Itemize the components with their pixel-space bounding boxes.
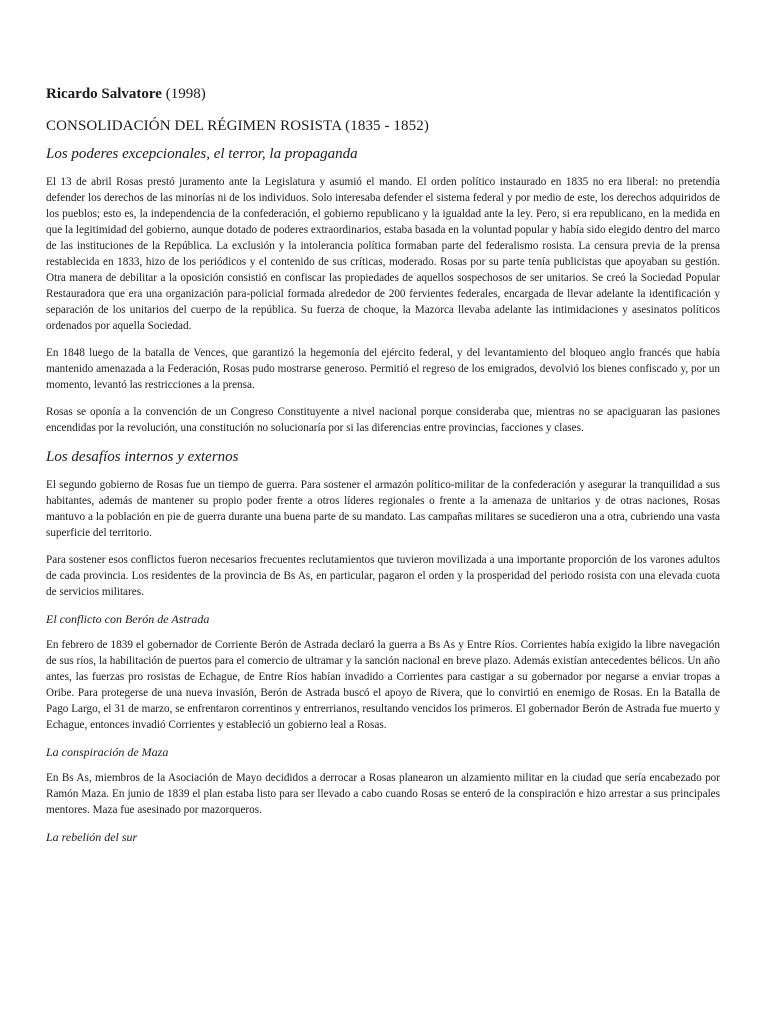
paragraph: Rosas se oponía a la convención de un Congreso Constituyente a nivel nacional porque consideraba que, mientras no se apaciguaran las pasiones encendidas por la revolución, una constitución no solucionaría por si las diferencias entre provincias, facciones y clases. <box>46 406 720 434</box>
paragraph: En 1848 luego de la batalla de Vences, que garantizó la hegemonía del ejército federal, y del levantamiento del bloqueo anglo francés que había mantenido amenazada a la Federación, Rosas pudo mostrarse generoso. Permitió el regreso de los emigrados, devolvió los bienes confiscado y, por un momento, levantó las restricciones a la prensa. <box>46 347 720 391</box>
author-line <box>46 84 720 104</box>
subsection-heading-rebelion: La rebelión del sur <box>46 830 138 844</box>
paragraph: El 13 de abril Rosas prestó juramento ante la Legislatura y asumió el mando. El orden político instaurado en 1835 no era liberal: no pretendía defender los derechos de las minorías ni de los individuos. Solo interesaba defender el sistema federal y por medio de este, los derechos adquiridos de los pueblos; esto es, la independencia de la confederación, el gobierno republicano y la igualdad ante la ley. Pero, si era republicano, en la medida en que la legitimidad del gobierno, aunque dotado de poderes extraordinarios, estaba basada en la voluntad popular y había sido elegido dentro del marco de las instituciones de la República. La exclusión y la intolerancia política formaban parte del federalismo rosista. La censura previa de la prensa restablecida en 1833, hizo de los periódicos y el contenido de sus críticas, moderado. Rosas por su parte tenía publicistas que apoyaban su gestión. Otra manera de debilitar a la oposición consistió en confiscar las propiedades de aquellos sospechosos de ser unitarios. Se creó la Sociedad Popular Restauradora que era una organización para-policial formada alrededor de 200 fervientes federales, encargada de llevar adelante la identificación y separación de los unitarios del cuerpo de la república. Su fuerza de choque, la Mazorca llevaba adelante las intimidaciones y asesinatos políticos ordenados por aquella Sociedad. <box>46 176 720 332</box>
author-name: Ricardo Salvatore <box>46 86 162 102</box>
subsection-heading-beron: El conflicto con Berón de Astrada <box>46 612 210 626</box>
document-page <box>46 84 720 855</box>
paragraph: Para sostener esos conflictos fueron necesarios frecuentes reclutamientos que tuvieron movilizada a una importante proporción de los varones adultos de cada provincia. Los residentes de la provincia de Bs As, en particular, pagaron el orden y la prosperidad del periodo rosista con una elevada cuota de servicios militares. <box>46 554 720 598</box>
document-title: CONSOLIDACIÓN DEL RÉGIMEN ROSISTA (1835 - 1852) <box>46 118 429 134</box>
paragraph: En febrero de 1839 el gobernador de Corriente Berón de Astrada declaró la guerra a Bs As y Entre Ríos. Corrientes había exigido la libre navegación de sus ríos, la habilitación de puertos para el comercio de ultramar y la sanción nacional en breve plazo. Además existían antecedentes bélicos. Un año antes, las fuerzas pro rosistas de Echague, de Entre Ríos habían invadido a Corrientes para castigar a su gobernador por negarse a enviar tropas a Oribe. Para protegerse de una nueva invasión, Berón de Astrada buscó el apoyo de Rivera, que lo convirtió en enemigo de Rosas. En la Batalla de Pago Largo, el 31 de marzo, se enfrentaron correntinos y entrerrianos, resultando vencidos los primeros. El gobernador Berón de Astrada fue muerto y Echague, entonces invadió Corrientes y estableció un gobierno leal a Rosas. <box>46 639 720 731</box>
paragraph: En Bs As, miembros de la Asociación de Mayo decididos a derrocar a Rosas planearon un alzamiento militar en la ciudad que sería encabezado por Ramón Maza. En junio de 1839 el plan estaba listo para ser llevado a cabo cuando Rosas se enteró de la conspiración e hizo arrestar a sus principales mentores. Maza fue asesinado por mazorqueros. <box>46 772 720 816</box>
publication-year: (1998) <box>165 86 206 102</box>
subsection-heading-maza: La conspiración de Maza <box>46 745 169 759</box>
section-heading-desafios: Los desafíos internos y externos <box>46 449 239 465</box>
paragraph: El segundo gobierno de Rosas fue un tiempo de guerra. Para sostener el armazón político-militar de la confederación y asegurar la tranquilidad a sus habitantes, además de mantener su propio poder frente a otros líderes regionales o frente a la amenaza de unitarios y de otras naciones, Rosas mantuvo a la población en pie de guerra durante una buena parte de su mandato. Las campañas militares se sucedieron una a otra, cubriendo una vasta superficie del territorio. <box>46 479 720 539</box>
section-heading-poderes: Los poderes excepcionales, el terror, la propaganda <box>46 146 358 162</box>
